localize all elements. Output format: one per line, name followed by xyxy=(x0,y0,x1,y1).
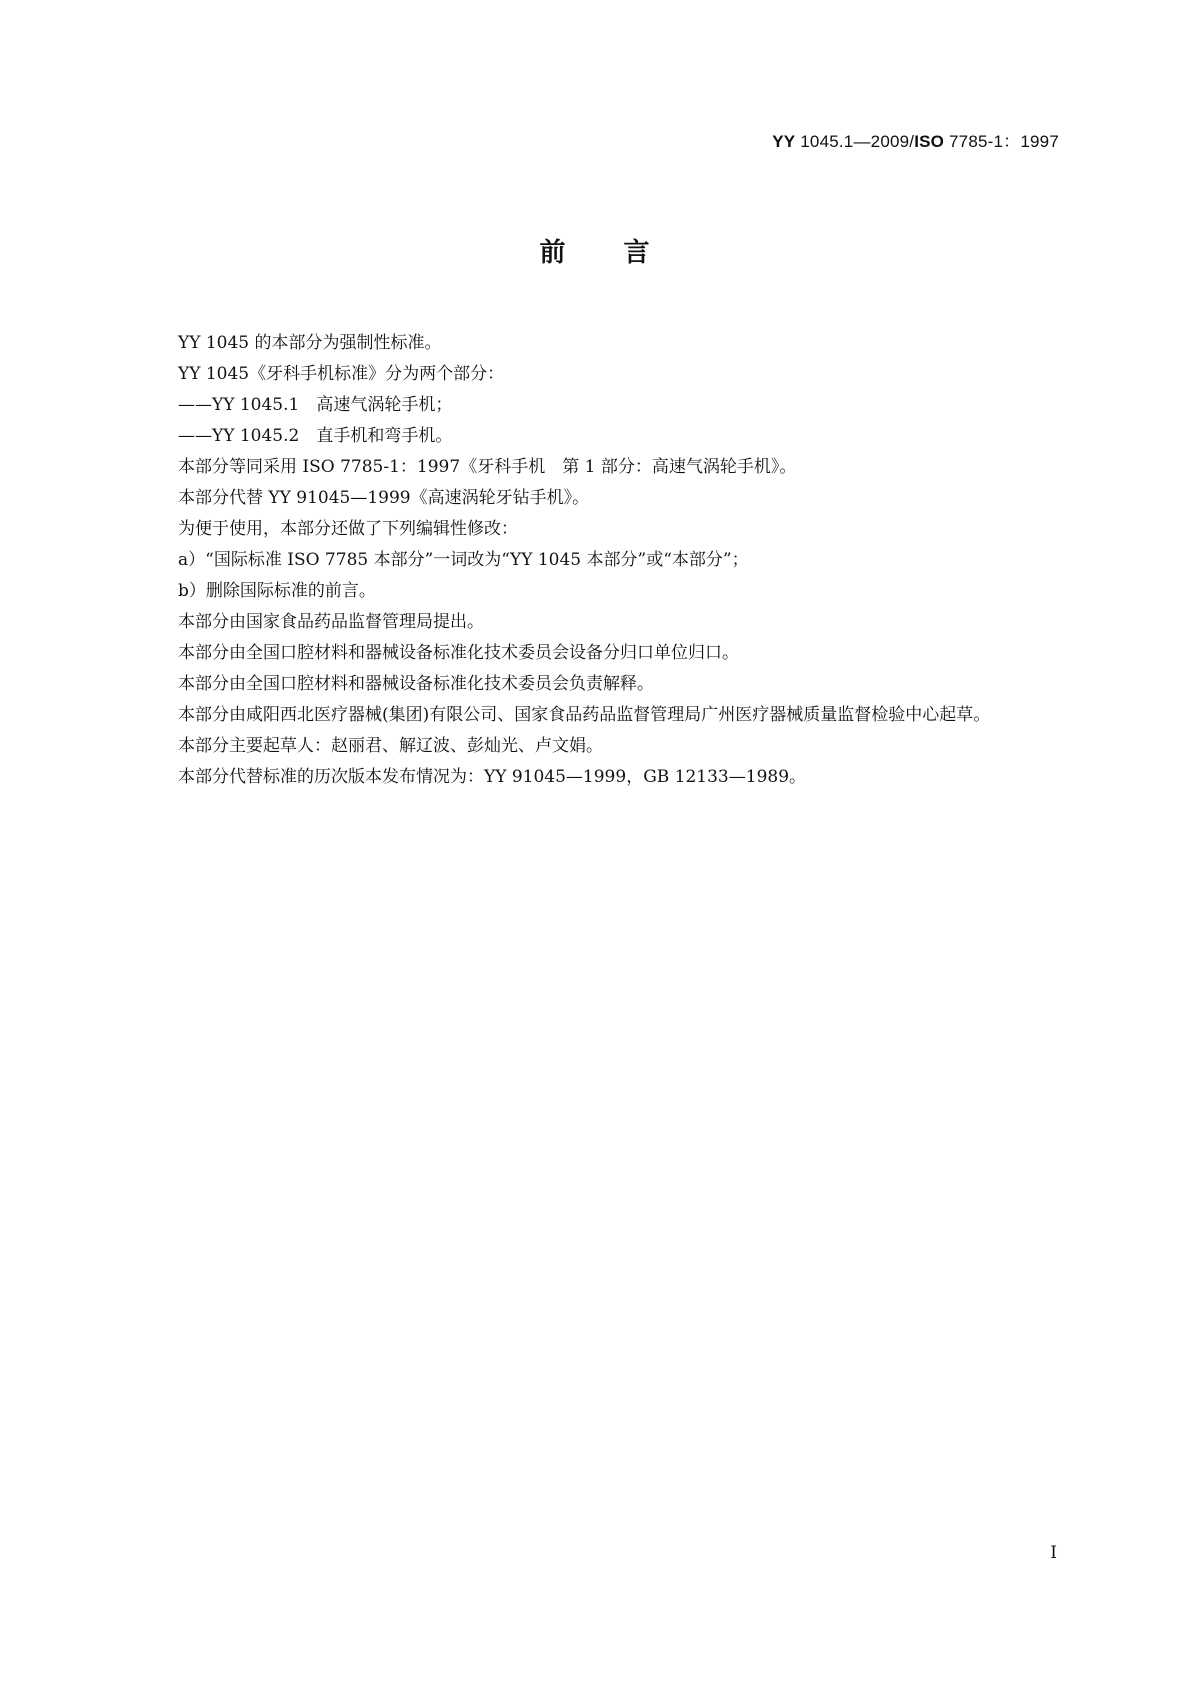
preface-body xyxy=(136,328,1060,793)
list-item: ——YY 1045.1 高速气涡轮手机； xyxy=(178,395,453,415)
title-char-2: 言 xyxy=(623,238,652,268)
title-char-1: 前 xyxy=(539,238,568,268)
paragraph: 本部分代替 YY 91045—1999《高速涡轮牙钻手机》。 xyxy=(178,488,590,508)
page-number: I xyxy=(1050,1543,1057,1563)
code-suffix: 7785-1：1997 xyxy=(944,132,1059,151)
paragraph: 本部分由全国口腔材料和器械设备标准化技术委员会设备分归口单位归口。 xyxy=(178,643,739,663)
page-title xyxy=(0,232,1191,269)
paragraph: 为便于使用，本部分还做了下列编辑性修改： xyxy=(178,519,518,539)
code-iso: ISO xyxy=(914,132,945,151)
paragraph: 本部分等同采用 ISO 7785-1：1997《牙科手机 第 1 部分：高速气涡轮手机》。 xyxy=(178,457,797,477)
list-item: ——YY 1045.2 直手机和弯手机。 xyxy=(178,426,453,446)
paragraph: 本部分主要起草人：赵丽君、解辽波、彭灿光、卢文娟。 xyxy=(178,736,603,756)
paragraph: YY 1045 的本部分为强制性标准。 xyxy=(178,333,442,353)
code-prefix: YY xyxy=(772,132,796,151)
code-middle: 1045.1—2009/ xyxy=(795,132,915,151)
paragraph: 本部分由咸阳西北医疗器械(集团)有限公司、国家食品药品监督管理局广州医疗器械质量监督检验中心起草。 xyxy=(178,705,991,725)
paragraph: 本部分由全国口腔材料和器械设备标准化技术委员会负责解释。 xyxy=(178,674,654,694)
paragraph: 本部分代替标准的历次版本发布情况为：YY 91045—1999，GB 12133—1989。 xyxy=(178,767,807,787)
list-item: a）“国际标准 ISO 7785 本部分”一词改为“YY 1045 本部分”或“本部分”； xyxy=(178,550,749,570)
document-code xyxy=(772,127,1059,152)
list-item: b）删除国际标准的前言。 xyxy=(178,581,376,601)
paragraph: YY 1045《牙科手机标准》分为两个部分： xyxy=(178,364,505,384)
paragraph: 本部分由国家食品药品监督管理局提出。 xyxy=(178,612,484,632)
